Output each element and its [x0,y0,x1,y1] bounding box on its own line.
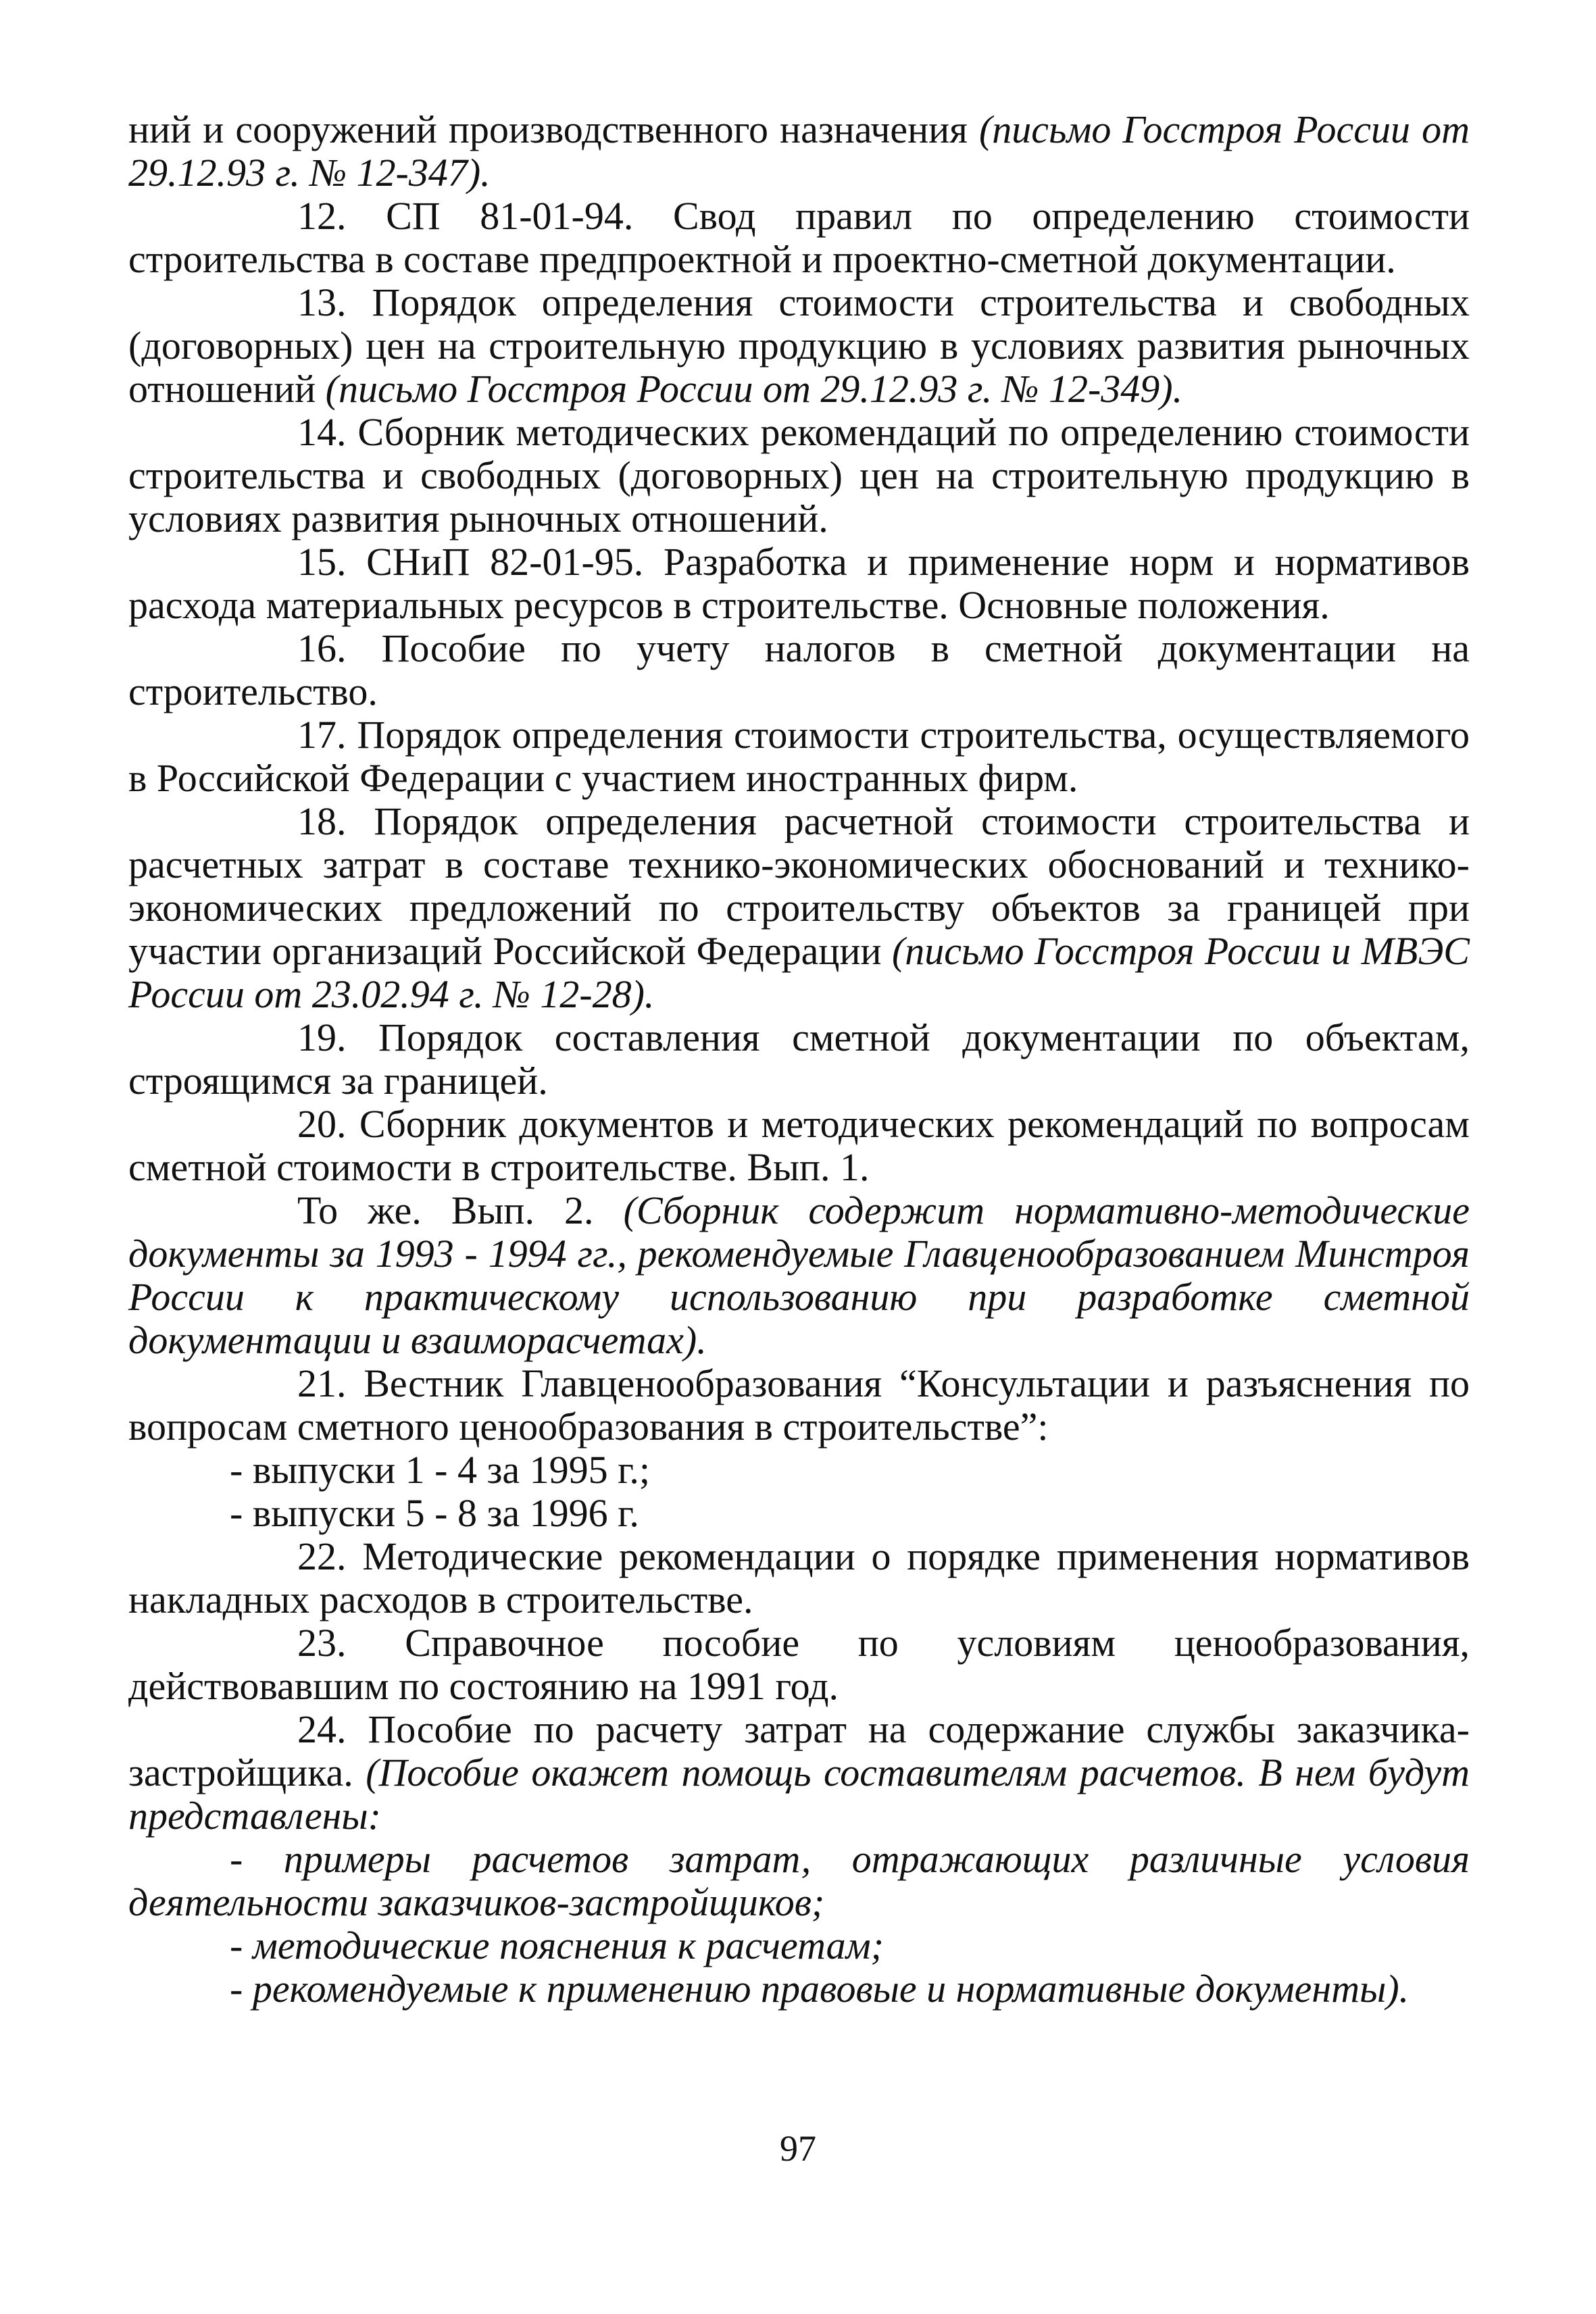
sub-item-examples [128,1838,1470,1924]
list-item-20 [128,1103,1470,1189]
paragraph-text: 13. Порядок определения стоимости строительства и свободных (договорных) цен на строительную продукцию в условиях развития рыночных отношений [128,280,1470,411]
paragraph-text: 17. Порядок определения стоимости строительства, осуществляемого в Российской Федерации с участием иностранных фирм. [128,713,1470,800]
list-item-18 [128,800,1470,1016]
paragraph-text: 15. СНиП 82-01-95. Разработка и применение норм и нормативов расхода материальных ресурсов в строительстве. Основные положения. [128,540,1470,627]
list-item-19 [128,1016,1470,1103]
paragraph-text: ний и сооружений производственного назначения [128,107,979,151]
list-item-22 [128,1535,1470,1621]
paragraph-text: 19. Порядок составления сметной документации по объектам, строящимся за границей. [128,1015,1470,1103]
sub-item-issues-1996 [128,1492,1470,1535]
list-item-14 [128,411,1470,540]
list-item-13 [128,281,1470,411]
paragraph-text: 23. Справочное пособие по условиям ценообразования, действовавшим по состоянию на 1991 год. [128,1621,1470,1708]
paragraph-text: 14. Сборник методических рекомендаций по определению стоимости строительства и свободных (договорных) цен на строительную продукцию в условиях развития рыночных отношений. [128,410,1470,540]
paragraph-italic-note: (письмо Госстроя России от 29.12.93 г. № 12-347). [128,107,1470,195]
paragraph-text: 16. Пособие по учету налогов в сметной документации на строительство. [128,626,1470,713]
paragraph-italic-note: - методические пояснения к расчетам; [230,1923,884,1967]
list-item-21 [128,1362,1470,1449]
list-item-12 [128,195,1470,281]
paragraph-continuation [128,108,1470,195]
paragraph-italic-note: (письмо Госстроя России и МВЭС России от 23.02.94 г. № 12-28). [128,929,1470,1016]
sub-item-legal-documents [128,1967,1470,2011]
paragraph-italic-note: (письмо Госстроя России от 29.12.93 г. № 12-349). [325,367,1183,411]
paragraph-text: 24. Пособие по расчету затрат на содержание службы заказчика-застройщика. [128,1707,1470,1794]
paragraph-text: 20. Сборник документов и методических рекомендаций по вопросам сметной стоимости в строительстве. Вып. 1. [128,1102,1470,1189]
list-item-24 [128,1708,1470,1838]
paragraph-italic-note: - рекомендуемые к применению правовые и нормативные документы). [230,1967,1410,2011]
paragraph-text: 12. СП 81-01-94. Свод правил по определению стоимости строительства в составе предпроектной и проектно-сметной документации. [128,194,1470,281]
list-item-23 [128,1621,1470,1708]
sub-item-issues-1995 [128,1449,1470,1492]
sub-item-explanations [128,1924,1470,1967]
paragraph-text: 18. Порядок определения расчетной стоимости строительства и расчетных затрат в составе технико-экономических обоснований и технико-экономических предложений по строительству объектов за границей при участии организаций Российской Федерации [128,799,1470,973]
list-item-16 [128,627,1470,713]
paragraph-italic-note: (Сборник содержит нормативно-методические документы за 1993 - 1994 гг., рекомендуемые Главценообразованием Минстроя России к практическому использованию при разработке сметной документации и взаиморасчетах). [128,1188,1470,1362]
paragraph-text: То же. Вып. 2. [297,1188,624,1232]
paragraph-italic-note: - примеры расчетов затрат, отражающих различные условия деятельности заказчиков-застройщиков; [128,1837,1470,1924]
list-item-20-issue-2 [128,1189,1470,1362]
list-item-15 [128,540,1470,627]
paragraph-text: - выпуски 5 - 8 за 1996 г. [230,1491,639,1535]
page-number: 97 [780,2128,816,2169]
list-item-17 [128,713,1470,800]
paragraph-italic-note: (Пособие окажет помощь составителям расчетов. В нем будут представлены: [128,1751,1470,1838]
document-page [128,108,1470,2011]
paragraph-text: 22. Методические рекомендации о порядке применения нормативов накладных расходов в строительстве. [128,1534,1470,1621]
paragraph-text: 21. Вестник Главценообразования “Консультации и разъяснения по вопросам сметного ценообразования в строительстве”: [128,1361,1470,1449]
paragraph-text: - выпуски 1 - 4 за 1995 г.; [230,1448,650,1492]
